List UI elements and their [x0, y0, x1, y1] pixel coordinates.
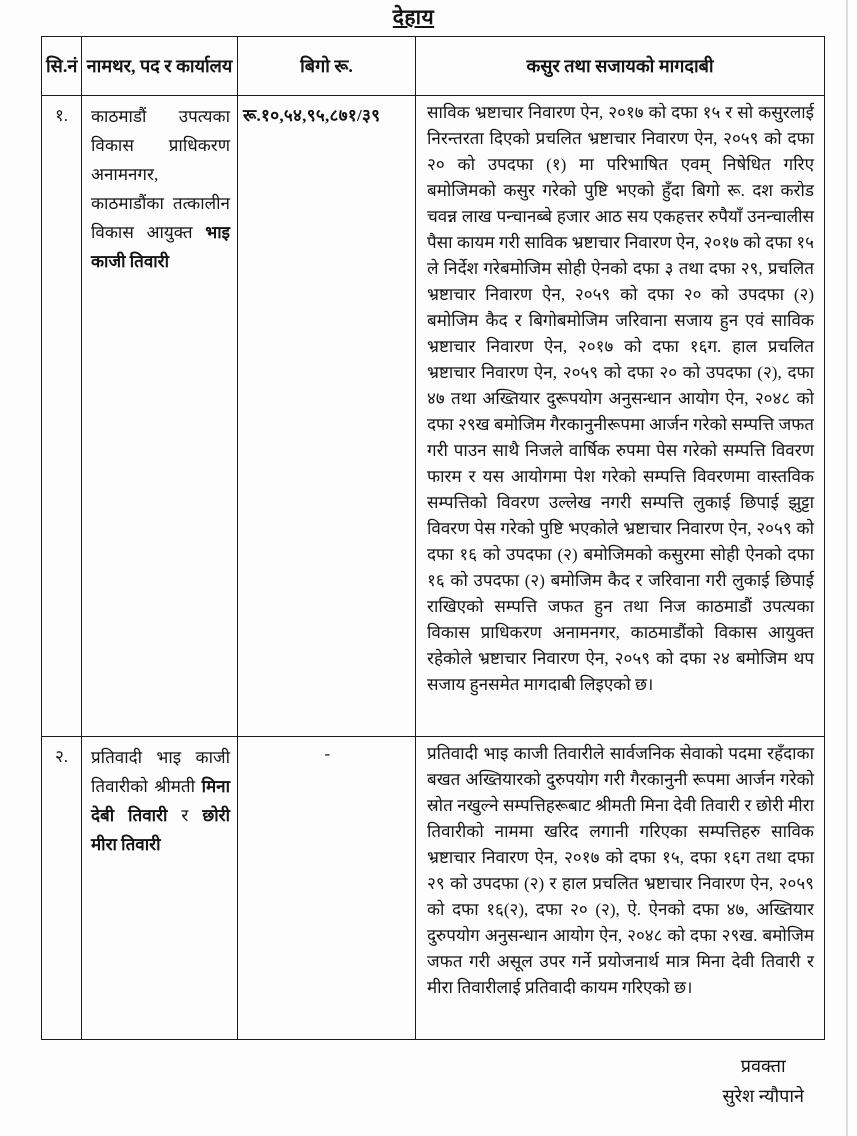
serial-number: २. [42, 737, 82, 1040]
col-header-charge: कसुर तथा सजायको मागदाबी [416, 37, 825, 96]
page-edge-line [846, 0, 848, 1136]
name-text: र [167, 806, 203, 825]
amount-cell: रू.१०,५४,९५,८७१/३९ [238, 96, 416, 737]
charge-cell: साविक भ्रष्टाचार निवारण ऐन, २०१७ को दफा १५ र सो कसुरलाई निरन्तरता दिएको प्रचलित भ्रष्टाचार निवारण ऐन, २०५९ को दफा २० को उपदफा (१) मा परिभाषित एवम् निषेधित गरिए बमोजिमको कसुर गरेको पुष्टि भएको हुँदा बिगो रू. दश करोड चवन्न लाख पन्चानब्बे हजार आठ सय एकहत्तर रुपैयाँ उनन्चालीस पैसा कायम गरी साविक भ्रष्टाचार निवारण ऐन, २०१७ को दफा १५ ले निर्देश गरेबमोजिम सोही ऐनको दफा ३ तथा दफा २९, प्रचलित भ्रष्टाचार निवारण ऐन, २०५९ को दफा २० को उपदफा (२) बमोजिम कैद र बिगोबमोजिम जरिवाना सजाय हुन एवं साविक भ्रष्टाचार निवारण ऐन, २०१७ को दफा १६ग. हाल प्रचलित भ्रष्टाचार निवारण ऐन, २०५९ को दफा २० को उपदफा (२), दफा ४७ तथा अख्तियार दुरूपयोग अनुसन्धान आयोग ऐन, २०४८ को दफा २९ख बमोजिम गैरकानुनीरूपमा आर्जन गरेको सम्पत्ति जफत गरी पाउन साथै निजले वार्षिक रुपमा पेस गरेको सम्पत्ति विवरण फारम र यस आयोगमा पेश गरेको सम्पत्ति विवरणमा वास्तविक सम्पत्तिको विवरण उल्लेख नगरी सम्पत्ति लुकाई छिपाई झुट्टा विवरण पेस गरेको पुष्टि भएकोले भ्रष्टाचार निवारण ऐन, २०५९ को दफा १६ को उपदफा (२) बमोजिमको कसुरमा सोही ऐनको दफा १६ को उपदफा (२) बमोजिम कैद र जरिवाना गरी लुकाई छिपाई राखिएको सम्पत्ति जफत हुन तथा निज काठमाडौं उपत्यका विकास प्राधिकरण अनामनगर, काठमाडौंको विकास आयुक्त रहेकोले भ्रष्टाचार निवारण ऐन, २०५९ को दफा २४ बमोजिम थप सजाय हुनसमेत मागदाबी लिइएको छ। [416, 96, 825, 737]
spokesperson-name: सुरेश न्यौपाने [722, 1086, 804, 1106]
charge-cell: प्रतिवादी भाइ काजी तिवारीले सार्वजनिक सेवाको पदमा रहँदाका बखत अख्तियारको दुरुपयोग गरी गैरकानुनी रूपमा आर्जन गरेको स्रोत नखुल्ने सम्पत्तिहरूबाट श्रीमती मिना देवी तिवारी र छोरी मीरा तिवारीको नाममा खरिद लगानी गरिएका सम्पत्तिहरु साविक भ्रष्टाचार निवारण ऐन, २०१७ को दफा १५, दफा १६ग तथा दफा २९ को उपदफा (२) र हाल प्रचलित भ्रष्टाचार निवारण ऐन, २०५९ को दफा १६(२), दफा २० (२), ऐ. ऐनको दफा ४७, अख्तियार दुरुपयोग अनुसन्धान आयोग ऐन, २०४८ को दफा २९ख. बमोजिम जफत गरी असूल उपर गर्ने प्रयोजनार्थ मात्र मिना देवी तिवारी र मीरा तिवारीलाई प्रतिवादी कायम गरिएको छ। [416, 737, 825, 1040]
table-header-row [42, 37, 825, 96]
col-header-sn: सि.नं [42, 37, 82, 96]
table-row [42, 96, 825, 737]
page-title: देहाय [392, 5, 435, 29]
name-text: काठमाडौं उपत्यका विकास प्राधिकरण अनामनगर, काठमाडौंका तत्कालीन विकास आयुक्त [91, 107, 230, 242]
amount-cell: - [238, 737, 416, 1040]
name-text: प्रतिवादी भाइ काजी तिवारीको श्रीमती [91, 748, 230, 796]
accused-name: भाइ काजी तिवारी [91, 223, 230, 271]
charge-table [41, 36, 825, 1040]
col-header-amount: बिगो रू. [238, 37, 416, 96]
table-row [42, 737, 825, 1040]
accused-name: मिना देबी तिवारी [91, 777, 230, 825]
spokesperson-title: प्रवक्ता [740, 1056, 786, 1076]
serial-number: १. [42, 96, 82, 737]
col-header-name: नामथर, पद र कार्यालय [82, 37, 238, 96]
name-cell [82, 96, 238, 737]
signature-block [722, 1051, 804, 1111]
name-cell [82, 737, 238, 1040]
accused-name: छोरी मीरा तिवारी [91, 806, 230, 854]
